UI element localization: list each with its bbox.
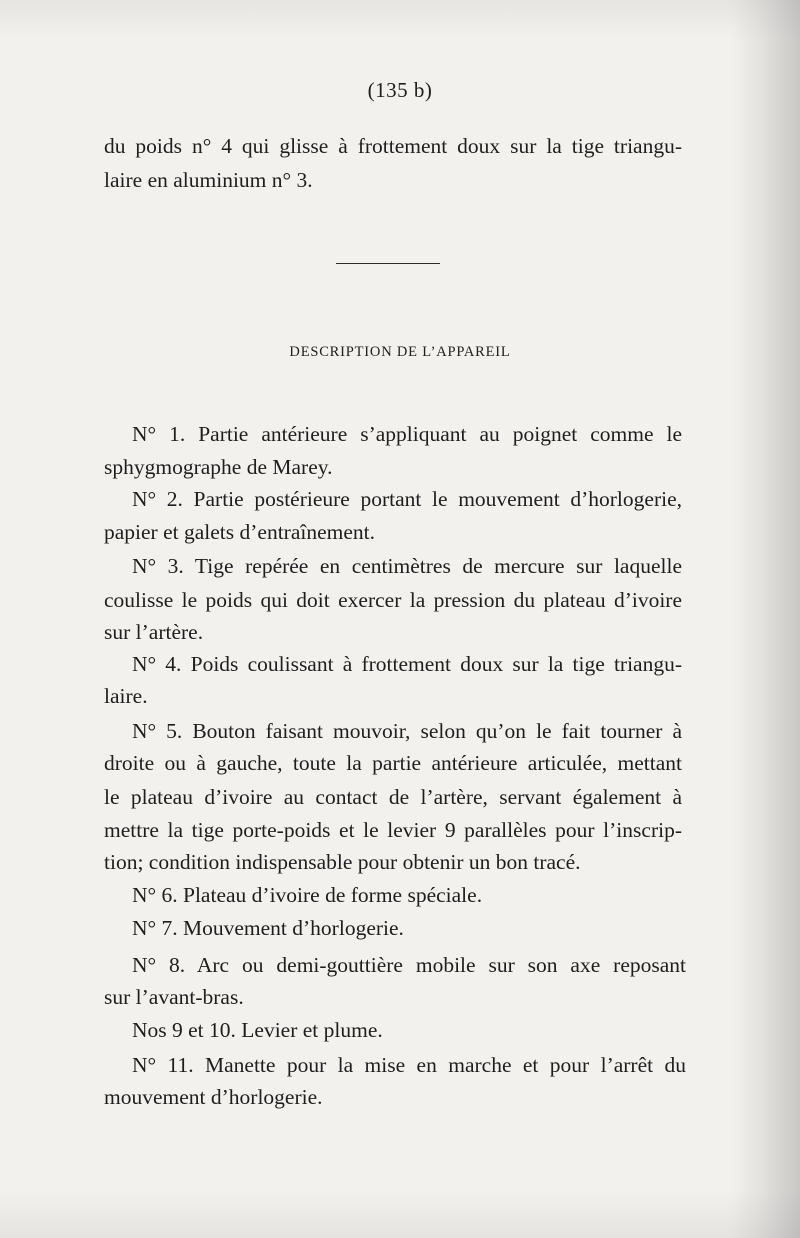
item-3-line-3: sur l’artère.: [104, 620, 204, 644]
item-4-line-2: laire.: [104, 684, 148, 708]
item-11-line-1: N° 11. Manette pour la mise en marche et pour l’arrêt du: [132, 1053, 686, 1077]
intro-line-1: du poids n° 4 qui glisse à frottement doux sur la tige triangu-: [104, 134, 682, 158]
item-11-line-2: mouvement d’horlogerie.: [104, 1085, 323, 1109]
item-3-line-1: N° 3. Tige repérée en centimètres de mercure sur laquelle: [132, 554, 682, 578]
page-number: (135 b): [367, 78, 433, 102]
item-2-line-2: papier et galets d’entraînement.: [104, 520, 376, 544]
item-1-line-1: N° 1. Partie antérieure s’appliquant au poignet comme le: [132, 422, 682, 446]
item-5-line-3: le plateau d’ivoire au contact de l’artère, servant également à: [104, 785, 682, 809]
item-7-line-1: N° 7. Mouvement d’horlogerie.: [132, 916, 404, 940]
item-8-line-2: sur l’avant-bras.: [104, 985, 244, 1009]
item-1-line-2: sphygmographe de Marey.: [104, 455, 333, 479]
item-9-10-line-1: Nos 9 et 10. Levier et plume.: [132, 1018, 383, 1042]
item-2-line-1: N° 2. Partie postérieure portant le mouvement d’horlogerie,: [132, 487, 682, 511]
item-8-line-1: N° 8. Arc ou demi-gouttière mobile sur son axe reposant: [132, 953, 686, 977]
item-3-line-2: coulisse le poids qui doit exercer la pression du plateau d’ivoire: [104, 588, 682, 612]
item-6-line-1: N° 6. Plateau d’ivoire de forme spéciale.: [132, 883, 483, 907]
item-5-line-5: tion; condition indispensable pour obtenir un bon tracé.: [104, 850, 581, 874]
item-5-line-2: droite ou à gauche, toute la partie antérieure articulée, mettant: [104, 751, 682, 775]
intro-line-2: laire en aluminium n° 3.: [104, 168, 313, 192]
item-5-line-4: mettre la tige porte-poids et le levier 9 parallèles pour l’inscrip-: [104, 818, 682, 842]
section-heading: DESCRIPTION DE L’APPAREIL: [289, 344, 511, 360]
section-divider: [336, 263, 440, 264]
item-5-line-1: N° 5. Bouton faisant mouvoir, selon qu’on le fait tourner à: [132, 719, 682, 743]
item-4-line-1: N° 4. Poids coulissant à frottement doux sur la tige triangu-: [132, 652, 682, 676]
